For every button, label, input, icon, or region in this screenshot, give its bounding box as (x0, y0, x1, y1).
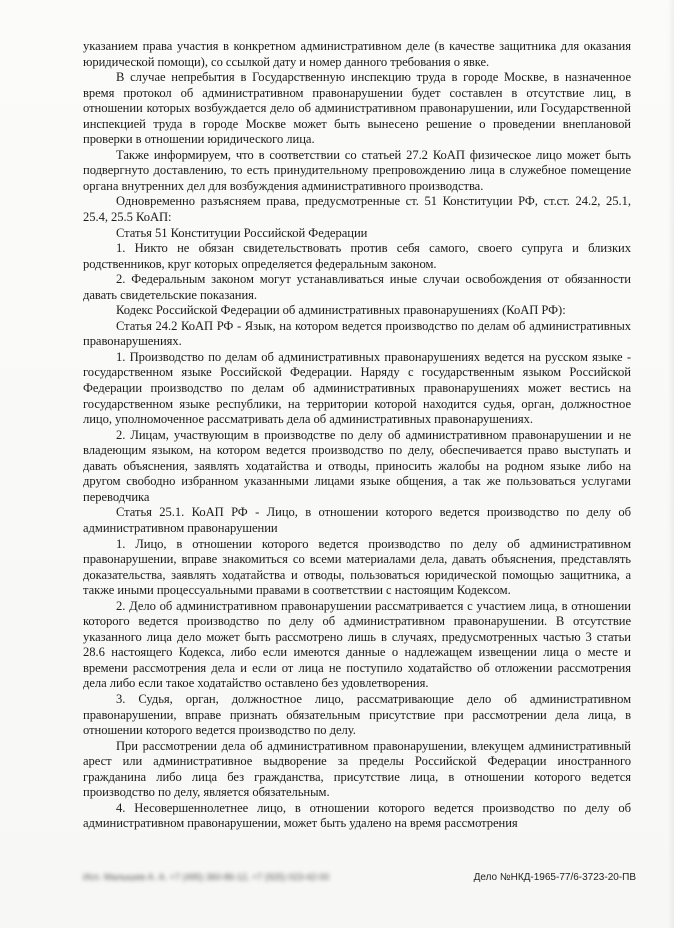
paragraph-2: В случае непребытия в Государственную инспекцию труда в городе Москве, в назначенное время протокол об административном правонарушении будет составлен в отсутствие лиц, в отношении которых возбуждается дело об административном правонарушении, или Государственной инспекцией труда в городе Москве может быть вынесено решение о проведении внеплановой проверки в отношении юридического лица. (83, 70, 631, 147)
paragraph-13: 1. Лицо, в отношении которого ведется производство по делу об административном правонарушении, вправе знакомиться со всеми материалами дела, давать объяснения, представлять доказательства, заявлять ходатайства и отводы, пользоваться юридической помощью защитника, а также иными процессуальными правами в соответствии с настоящим Кодексом. (83, 536, 631, 598)
paragraph-17: 4. Несовершеннолетнее лицо, в отношении которого ведется производство по делу об административном правонарушении, может быть удалено на время рассмотрения (83, 800, 631, 831)
paragraph-article-24-2-heading: Статья 24.2 КоАП РФ - Язык, на котором ведется производство по делам об административных правонарушениях. (83, 318, 631, 349)
paragraph-article-51-heading: Статья 51 Конституции Российской Федерации (116, 225, 368, 240)
paragraph-10: 1. Производство по делам об административных правонарушениях ведется на русском языке - государственном языке Российской Федерации. Наряду с государственным языком Российской Федерации производство по делам об административных правонарушениях может вестись на государственном языке республики, на территории которой находится судья, орган, должностное лицо, уполномоченное рассматривать дела об административных правонарушениях. (83, 349, 631, 427)
paragraph-1: указанием права участия в конкретном административном деле (в качестве защитника для оказания юридической помощи), со ссылкой дату и номер данного требования о явке. (83, 39, 631, 69)
paragraph-article-25-1-heading: Статья 25.1. КоАП РФ - Лицо, в отношении которого ведется производство по делу об административном правонарушении (83, 505, 631, 535)
paragraph-7: 2. Федеральным законом могут устанавливаться иные случаи освобождения от обязанности давать свидетельские показания. (83, 272, 631, 302)
paragraph-6: 1. Никто не обязан свидетельствовать против себя самого, своего супруга и близких родственников, круг которых определяется федеральным законом. (83, 241, 631, 271)
paragraph-4: Одновременно разъясняем права, предусмотренные ст. 51 Конституции РФ, ст.ст. 24.2, 25.1, 25.4, 25.5 КоАП: (83, 194, 631, 225)
paragraph-15: 3. Судья, орган, должностное лицо, рассматривающие дело об административном правонарушении, вправе признать обязательным присутствие при рассмотрении дела лица, в отношении которого ведется производство по делу. (83, 691, 631, 738)
paragraph-3: Также информируем, что в соответствии со статьей 27.2 КоАП физическое лицо может быть подвергнуто доставлению, то есть принудительному препровождению лица в служебное помещение органа внутренних дел для возбуждения административного производства. (83, 147, 631, 193)
paragraph-16: При рассмотрении дела об административном правонарушении, влекущем административный арест или административное выдворение за пределы Российской Федерации иностранного гражданина либо лица без гражданства, присутствие лица, в отношении которого ведется производство по делу, является обязательным. (83, 738, 631, 800)
footer-case-number: Дело №НКД-1965-77/6-3723-20-ПВ (473, 872, 636, 883)
paragraph-11: 2. Лицам, участвующим в производстве по делу об административном правонарушении и не владеющим языком, на котором ведется производство по делу, обеспечивается право выступать и давать объяснения, заявлять ходатайства и отводы, приносить жалобы на родном языке либо на другом свободно избранном указанными лицами языке общения, а так же пользоваться услугами переводчика (83, 427, 631, 504)
paragraph-koap-heading: Кодекс Российской Федерации об административных правонарушениях (КоАП РФ): (116, 303, 566, 318)
scan-edge-shadow (668, 0, 674, 928)
footer-contact-blurred: Исп. Малышев А. А. +7 (495) 360-86-12, +7 (925) 023-42-00 (83, 872, 330, 882)
paragraph-14: 2. Дело об административном правонарушении рассматривается с участием лица, в отношении которого ведется производство по делу об административном правонарушении. В отсутствие указанного лица дело может быть рассмотрено лишь в случаях, предусмотренных частью 3 статьи 28.6 настоящего Кодекса, либо если имеются данные о надлежащем извещении лица о месте и времени рассмотрения дела и если от лица не поступило ходатайство об отложении рассмотрения дела либо если такое ходатайство оставлено без удовлетворения. (83, 598, 631, 691)
document-body (83, 39, 631, 832)
